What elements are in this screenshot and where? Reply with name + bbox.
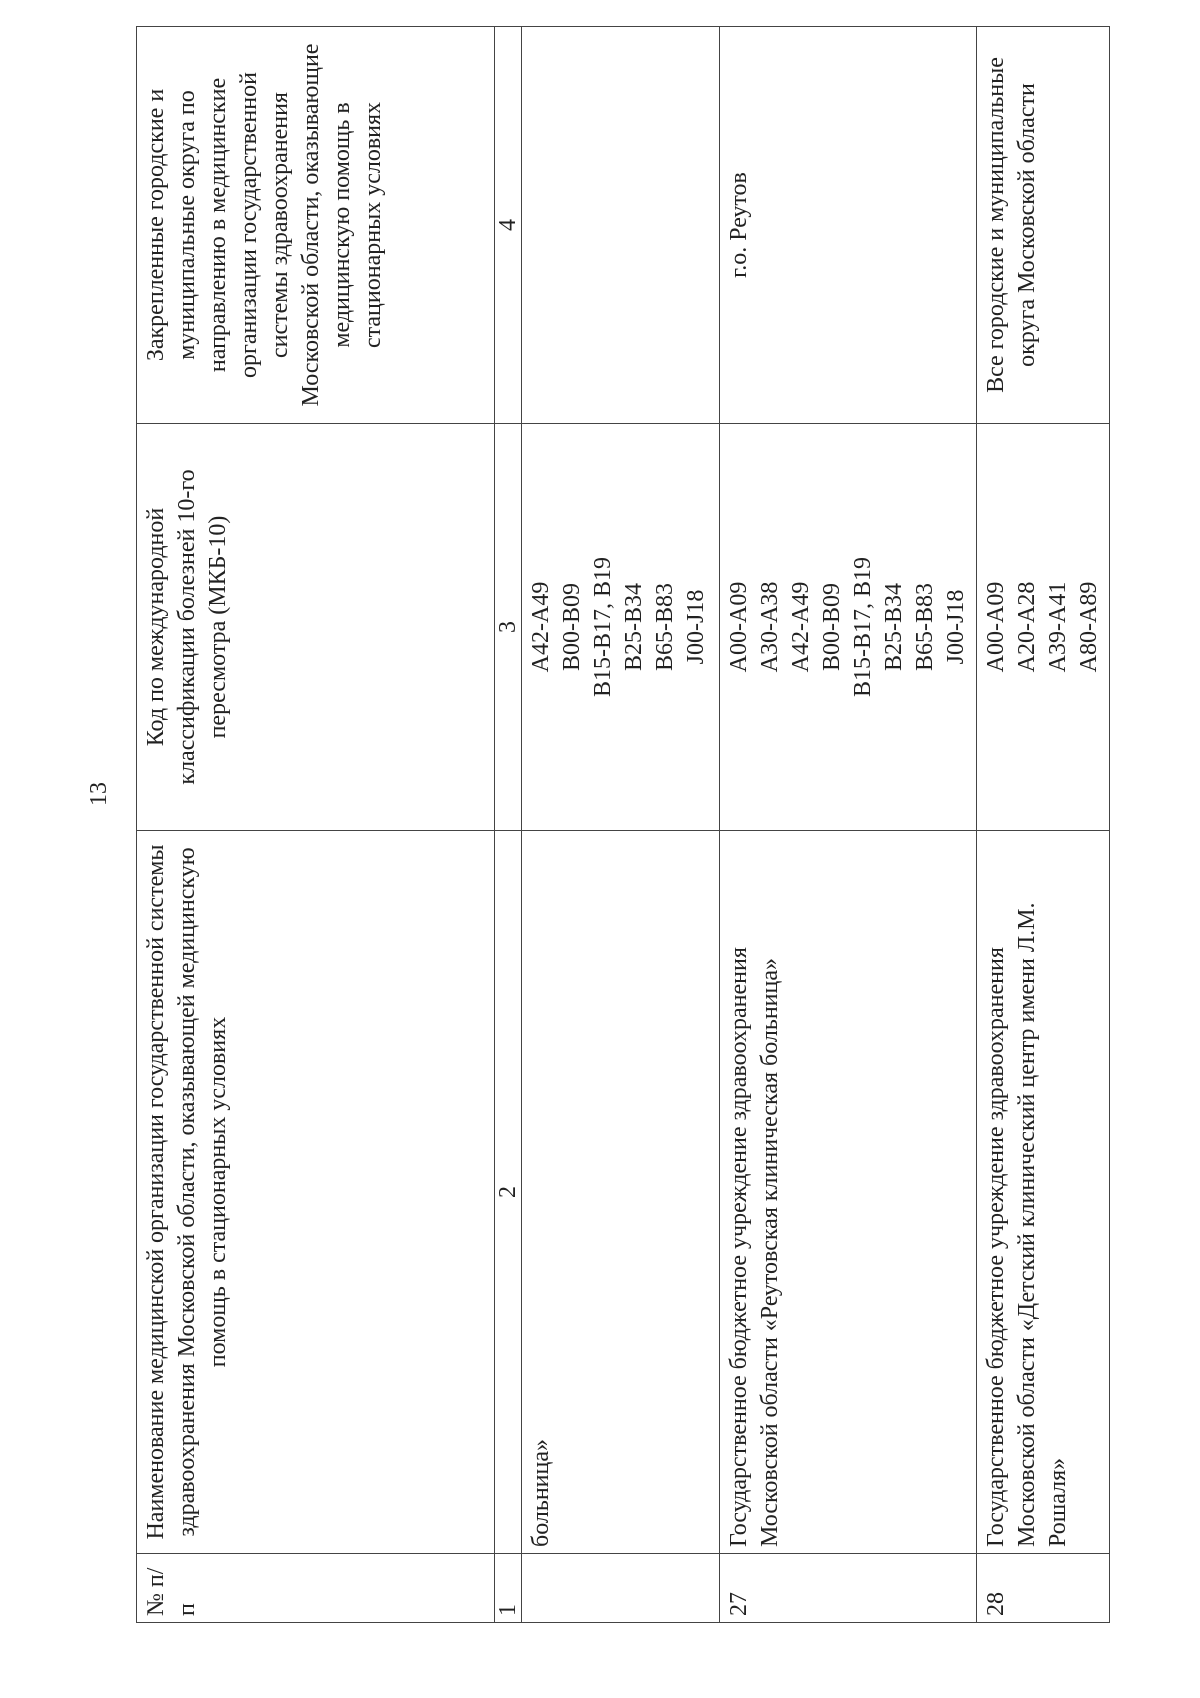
icd-code: A20-A28 <box>1014 581 1040 673</box>
organization-name: больница» <box>522 831 720 1554</box>
icd-code: B25-B34 <box>621 583 647 672</box>
districts <box>522 27 720 424</box>
icd-codes <box>720 424 977 831</box>
icd-code: J00-J18 <box>683 589 709 665</box>
table-row <box>977 27 1110 1623</box>
row-number <box>522 1554 720 1623</box>
column-number: 2 <box>495 831 522 1554</box>
header-icd-code: Код по международной классификации болезней 10-го пересмотра (МКБ-10) <box>137 424 495 831</box>
icd-code: J00-J18 <box>943 589 969 665</box>
column-number-row <box>495 27 522 1623</box>
organization-name: Государственное бюджетное учреждение здравоохранения Московской области «Детский клинический центр имени Л.М. Рошаля» <box>977 831 1110 1554</box>
icd-code: B65-B83 <box>652 583 678 672</box>
icd-code: A00-A09 <box>726 581 752 673</box>
table-row <box>720 27 977 1623</box>
organization-name: Государственное бюджетное учреждение здравоохранения Московской области «Реутовская клиническая больница» <box>720 831 977 1554</box>
hospital-table <box>136 26 1110 1623</box>
page-number: 13 <box>86 782 112 806</box>
icd-code: A00-A09 <box>983 581 1009 673</box>
districts: г.о. Реутов <box>720 27 977 424</box>
header-number: № п/п <box>137 1554 495 1623</box>
icd-code: B15-B17, B19 <box>590 557 616 698</box>
header-districts: Закрепленные городские и муниципальные округа по направлению в медицинские организации государственной системы здравоохранения Московской области, оказывающие медицинскую помощь в стационарных условиях <box>137 27 495 424</box>
icd-code: A42-A49 <box>788 581 814 673</box>
icd-code: B25-B34 <box>881 583 907 672</box>
table-row <box>522 27 720 1623</box>
row-number: 28 <box>977 1554 1110 1623</box>
icd-codes <box>522 424 720 831</box>
table-header-row <box>137 27 495 1623</box>
icd-code: B00-B09 <box>559 583 585 672</box>
icd-code: A80-A89 <box>1076 581 1102 673</box>
row-number: 27 <box>720 1554 977 1623</box>
header-organization-name: Наименование медицинской организации государственной системы здравоохранения Московской области, оказывающей медицинскую помощь в стационарных условиях <box>137 831 495 1554</box>
icd-code: B15-B17, B19 <box>850 557 876 698</box>
icd-code: A39-A41 <box>1045 581 1071 673</box>
districts: Все городские и муниципальные округа Московской области <box>977 27 1110 424</box>
icd-code: B00-B09 <box>819 583 845 672</box>
icd-code: A30-A38 <box>757 581 783 673</box>
column-number: 3 <box>495 424 522 831</box>
icd-codes <box>977 424 1110 831</box>
rotated-table-container <box>136 43 1102 1623</box>
column-number: 1 <box>495 1554 522 1623</box>
icd-code: A42-A49 <box>528 581 554 673</box>
column-number: 4 <box>495 27 522 424</box>
icd-code: B65-B83 <box>912 583 938 672</box>
